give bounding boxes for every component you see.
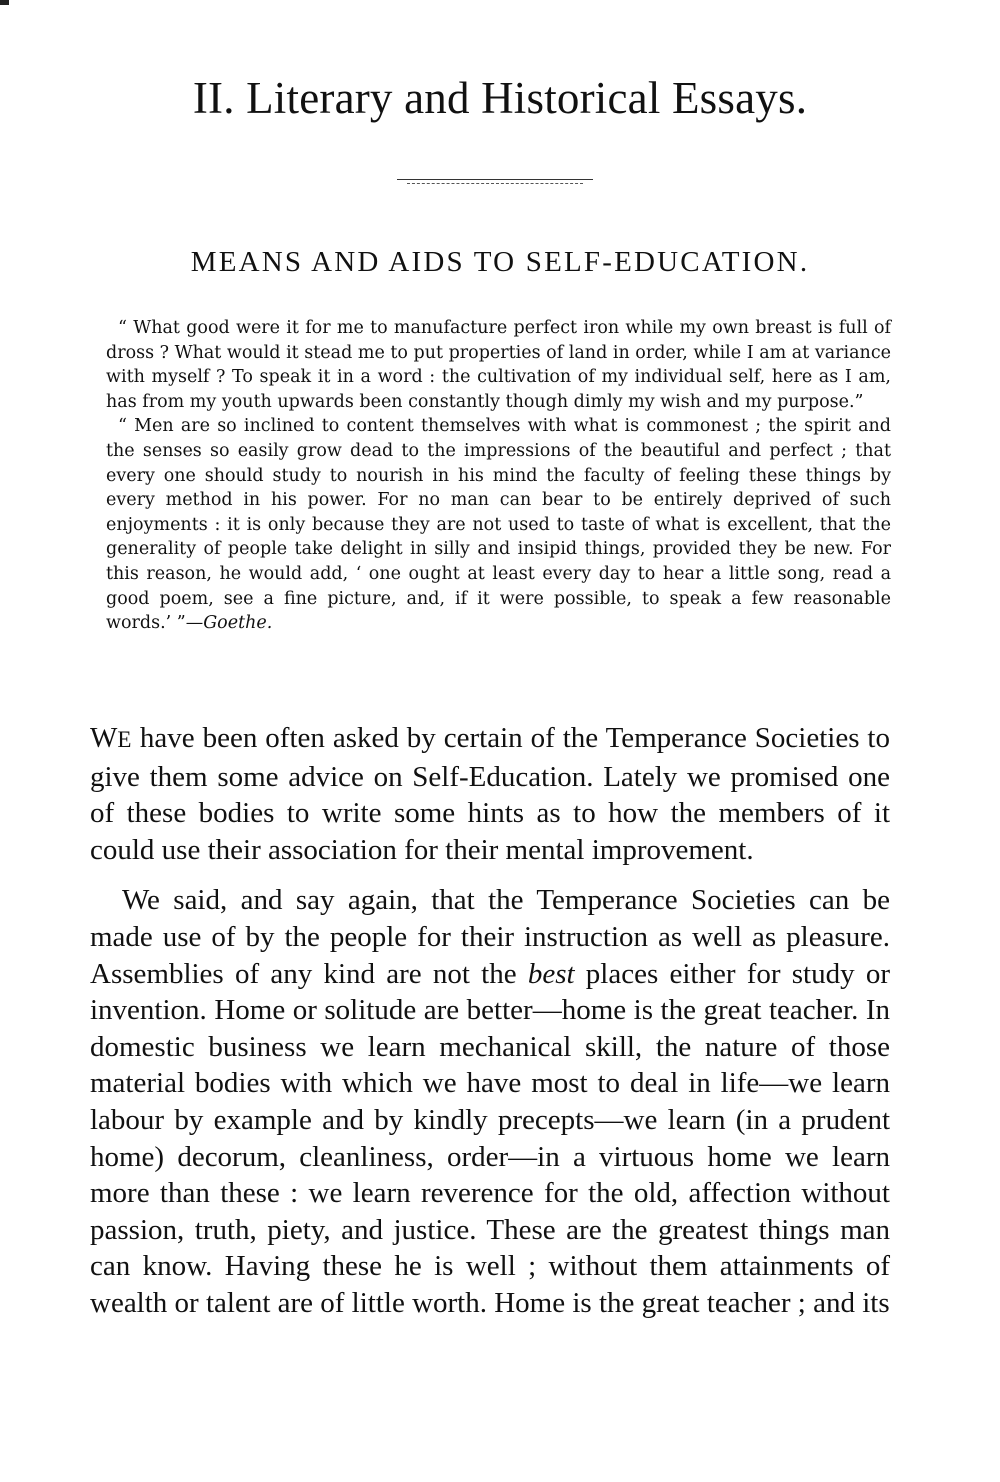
section-heading: II. Literary and Historical Essays. — [192, 73, 808, 123]
drop-letter: W — [90, 722, 118, 754]
emphasis-best: best — [527, 957, 575, 990]
paragraph-2-text-b: places either for study or invention. Home or solitude are better—home is the great teacher. In domestic business we learn mechanical skill, the nature of those material bodies with which we have most to deal in life—we learn labour by example and by kindly precepts—we learn (in a prudent home) decorum, cleanliness, order—in a virtuous home we learn more than these : we learn reverence for the old, affection without passion, truth, piety, and justice. These are the greatest things man can know. Having these he is well ; without them attainments of wealth or talent are of little worth. Home is the great teacher ; and its — [90, 957, 890, 1319]
paragraph-1-text: have been often asked by certain of the Temperance Societies to give them some advice on Self-Education. Lately we promised one of these bodies to write some hints as to how the members of it could use their association for their mental improvement. — [90, 722, 890, 866]
small-cap-letter: E — [117, 727, 132, 752]
essay-title: MEANS AND AIDS TO SELF-EDUCATION. — [190, 246, 810, 278]
epigraph-quote-2-text: “ Men are so inclined to content themselves with what is commonest ; the spirit and the senses so easily grow dead to the impressions of the beautiful and perfect ; that every one should study to nourish in his mind the faculty of feeling these things by every method in his power. For no man can bear to be entirely deprived of such enjoyments : it is only because they are not used to taste of what is excellent, that the generality of people take delight in silly and insipid things, provided they be new. For this reason, he would add, ‘ one ought at least every day to hear a little song, read a good poem, see a fine picture, and, if it were possible, to speak a few reasonable words.’ ” — [106, 416, 891, 634]
body-paragraph-1 — [90, 720, 890, 868]
epigraph — [106, 316, 891, 636]
paragraph-2-text-a: We said, and say again, that the Temperance Societies can be made use of by the people for their instruction as well as pleasure. Assemblies of any kind are not the — [90, 884, 890, 990]
epigraph-quote-2 — [106, 414, 891, 635]
body-paragraph-2 — [90, 882, 890, 1321]
epigraph-attribution: —Goethe. — [185, 613, 273, 634]
essay-body — [90, 720, 890, 1322]
epigraph-quote-1: “ What good were it for me to manufacture perfect iron while my own breast is full of dross ? What would it stead me to put properties of land in order, while I am at variance with myself ? To speak it in a word : the cultivation of my individual self, here as I am, has from my youth upwards been constantly though dimly my wish and my purpose.” — [106, 318, 891, 412]
decorative-rule — [397, 177, 593, 187]
